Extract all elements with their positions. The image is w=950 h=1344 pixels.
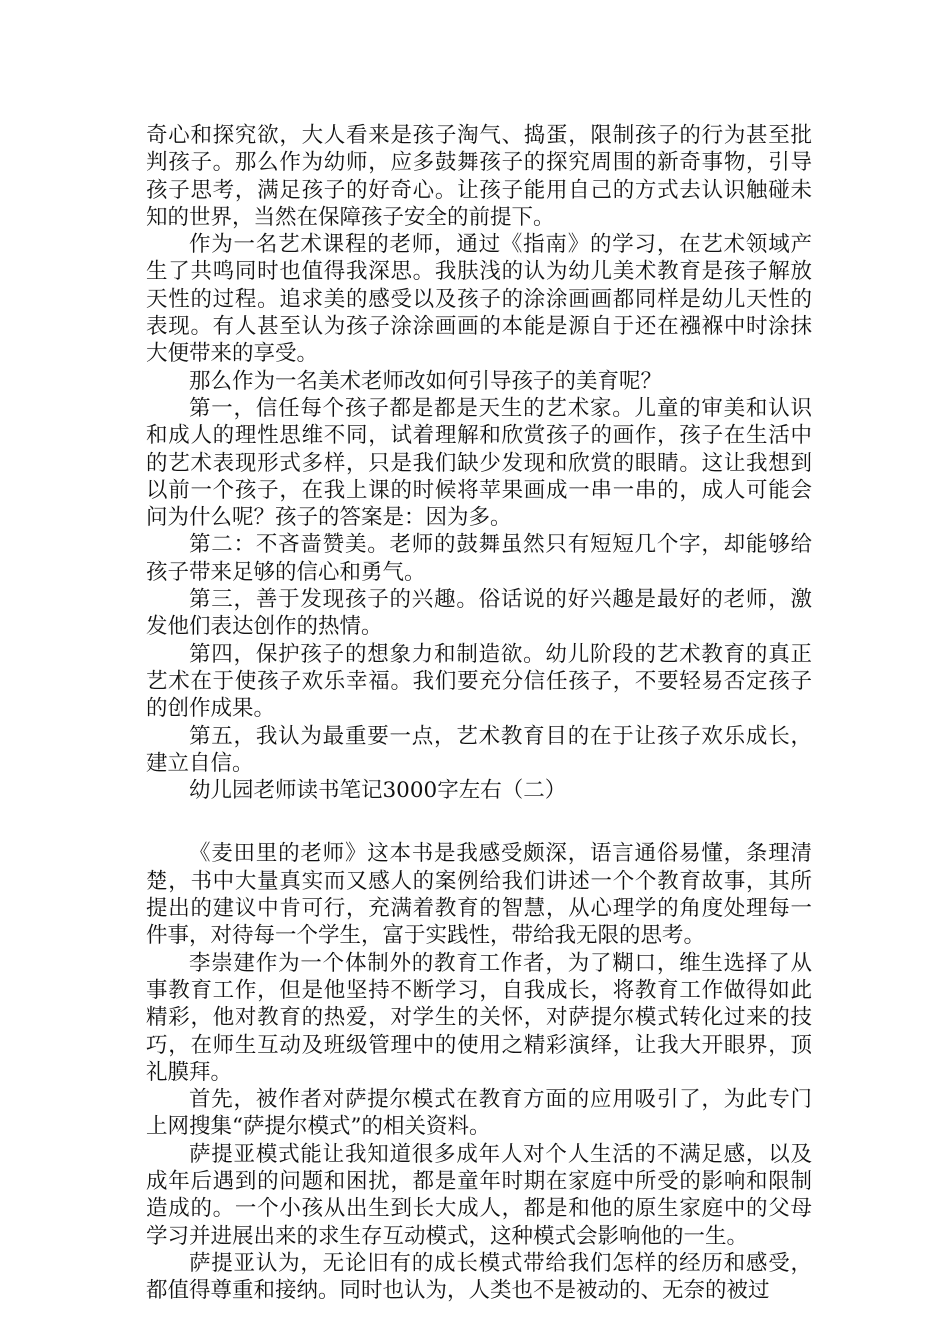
paragraph-12: 萨提亚模式能让我知道很多成年人对个人生活的不满足感，以及成年后遇到的问题和困扰，都是童年时期在家庭中所受的影响和限制造成的。一个小孩从出生到长大成人，都是和他的原生家庭中的父母学习并进展出来的求生存互动模式，这种模式会影响他的一生。 — [146, 1141, 812, 1249]
paragraph-2: 作为一名艺术课程的老师，通过《指南》的学习，在艺术领域产生了共鸣同时也值得我深思。我肤浅的认为幼儿美术教育是孩子解放天性的过程。追求美的感受以及孩子的涂涂画画都同样是幼儿天性的表现。有人甚至认为孩子涂涂画画的本能是源自于还在襁褓中时涂抹大便带来的享受。 — [146, 232, 812, 367]
paragraph-1: 奇心和探究欲，大人看来是孩子淘气、捣蛋，限制孩子的行为甚至批判孩子。那么作为幼师，应多鼓舞孩子的探究周围的新奇事物，引导孩子思考，满足孩子的好奇心。让孩子能用自己的方式去认识触碰未知的世界，当然在保障孩子安全的前提下。 — [146, 123, 812, 230]
paragraph-8: 第五，我认为最重要一点，艺术教育目的在于让孩子欢乐成长，建立自信。 — [146, 723, 812, 776]
paragraph-4: 第一，信任每个孩子都是都是天生的艺术家。儿童的审美和认识和成人的理性思维不同，试着理解和欣赏孩子的画作，孩子在生活中的艺术表现形式多样，只是我们缺少发现和欣赏的眼睛。这让我想到以前一个孩子，在我上课的时候将苹果画成一串一串的，成人可能会问为什么呢？孩子的答案是：因为多。 — [146, 395, 812, 531]
paragraph-6: 第三，善于发现孩子的兴趣。俗话说的好兴趣是最好的老师，激发他们表达创作的热情。 — [146, 587, 812, 640]
section-heading: 幼儿园老师读书笔记3000字左右（二） — [189, 778, 567, 804]
paragraph-7: 第四，保护孩子的想象力和制造欲。幼儿阶段的艺术教育的真正艺术在于使孩子欢乐幸福。我们要充分信任孩子，不要轻易否定孩子的创作成果。 — [146, 641, 812, 722]
paragraph-3: 那么作为一名美术老师改如何引导孩子的美育呢？ — [189, 368, 663, 394]
blank-line — [146, 804, 812, 831]
spacer — [146, 831, 812, 840]
document-page — [146, 122, 812, 1304]
paragraph-9: 《麦田里的老师》这本书是我感受颇深，语言通俗易懂，条理清楚，书中大量真实而又感人的案例给我们讲述一个个教育故事，其所提出的建议中肯可行，充满着教育的智慧，从心理学的角度处理每一件事，对待每一个学生，富于实践性，带给我无限的思考。 — [146, 841, 812, 949]
paragraph-5: 第二：不吝啬赞美。老师的鼓舞虽然只有短短几个字，却能够给孩子带来足够的信心和勇气。 — [146, 532, 812, 585]
paragraph-11: 首先，被作者对萨提尔模式在教育方面的应用吸引了，为此专门上网搜集“萨提尔模式”的相关资料。 — [146, 1087, 812, 1140]
paragraph-10: 李崇建作为一个体制外的教育工作者，为了糊口，维生选择了从事教育工作，但是他坚持不断学习，自我成长，将教育工作做得如此精彩，他对教育的热爱，对学生的关怀，对萨提尔模式转化过来的技巧，在师生互动及班级管理中的使用之精彩演绎，让我大开眼界，顶礼膜拜。 — [146, 950, 812, 1085]
paragraph-13: 萨提亚认为，无论旧有的成长模式带给我们怎样的经历和感受，都值得尊重和接纳。同时也认为，人类也不是被动的、无奈的被过 — [146, 1250, 812, 1304]
